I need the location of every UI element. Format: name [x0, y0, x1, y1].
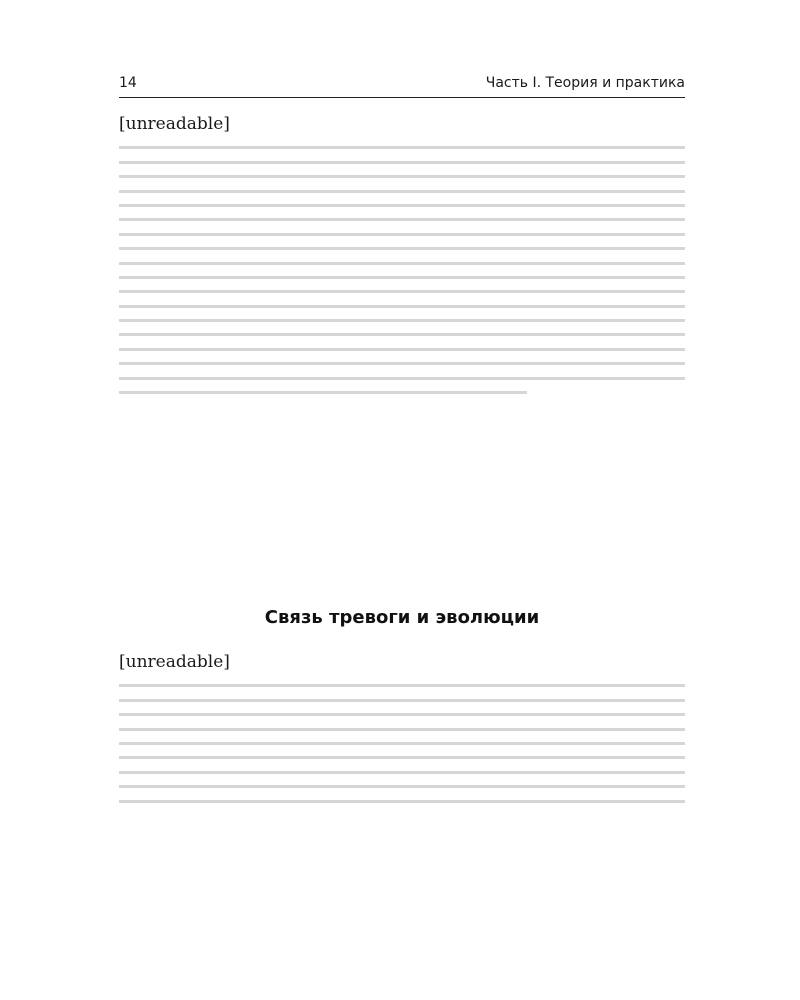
text-line: [119, 756, 685, 759]
text-line: [119, 247, 685, 250]
unreadable-text-block: [119, 684, 685, 802]
text-line: [119, 377, 685, 380]
body-paragraph: [119, 112, 685, 405]
text-line: [119, 699, 685, 702]
unreadable-text-block: [119, 146, 685, 394]
text-line: [119, 728, 685, 731]
text-line: [119, 713, 685, 716]
text-line: [119, 771, 685, 774]
text-line: [119, 175, 685, 178]
page-number: 14: [119, 75, 137, 91]
text-line: [119, 218, 685, 221]
body-paragraph-text: [unreadable]: [119, 114, 230, 134]
text-line: [119, 161, 685, 164]
text-line: [119, 146, 685, 149]
text-line: [119, 362, 685, 365]
text-line: [119, 204, 685, 207]
text-line: [119, 319, 685, 322]
text-line: [119, 305, 685, 308]
header-rule: [119, 97, 685, 98]
text-line: [119, 190, 685, 193]
text-line: [119, 290, 685, 293]
text-line: [119, 276, 685, 279]
page-header: [119, 72, 685, 94]
section-paragraph-text: [unreadable]: [119, 652, 230, 672]
text-line: [119, 233, 685, 236]
section-heading: Связь тревоги и эволюции: [264, 607, 540, 628]
text-line: [119, 262, 685, 265]
text-line: [119, 742, 685, 745]
text-line: [119, 348, 685, 351]
text-line: [119, 785, 685, 788]
text-line: [119, 800, 685, 803]
text-line: [119, 391, 527, 394]
text-line: [119, 684, 685, 687]
text-line: [119, 333, 685, 336]
running-title: Часть I. Теория и практика: [485, 75, 685, 91]
section-paragraph: [119, 650, 685, 814]
